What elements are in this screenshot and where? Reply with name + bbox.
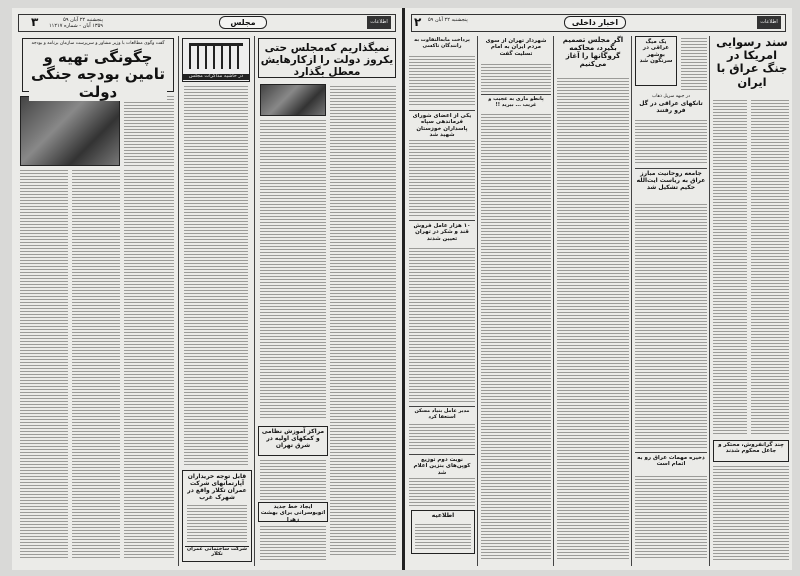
column-rule: [178, 36, 179, 566]
article-body: [124, 96, 174, 166]
taxi-headline: پرداخت مابه‌التفاوت به رانندگان تاکسی: [409, 38, 475, 50]
newspaper-logo: اطلاعات: [367, 16, 391, 29]
date: پنجشنبه ۲۲ آبان ۵۹: [428, 17, 468, 23]
announcement-box: [411, 510, 475, 554]
article-body: [187, 505, 247, 543]
section-title: اخبار داخلی: [564, 16, 626, 29]
budget-box: [22, 38, 174, 101]
notice-title: قابل توجه خریداران آپارتمانهای شرکت عمران تکلار واقع در شهرک غرب: [185, 474, 249, 502]
hostages-headline: اگر مجلس تصمیم بگیرد، محاکمه گروگانها را آغاز می‌کنیم: [557, 36, 629, 68]
announcement-title: اطلاعیه: [412, 513, 474, 520]
date: [49, 17, 103, 29]
ammo-headline: ذخیره مهمات عراق رو به اتمام است: [635, 452, 707, 468]
article-body: [481, 114, 551, 560]
martyr-headline: یکی از اعضای شورای فرماندهی سپاه پاسداران خوزستان شهید شد: [409, 110, 475, 138]
bus-line-headline: ایجاد خط جدید اتوبوسرانی برای بهشت زهرا: [258, 502, 328, 522]
article-body: [635, 120, 707, 164]
column-rule: [709, 36, 710, 566]
photo-caption: در حاشیه مذاکرات مجلس: [183, 74, 249, 80]
article-body: [713, 466, 789, 560]
date-text: پنجشنبه ۲۲ آبان ۵۹: [63, 17, 103, 23]
budget-photo: [20, 96, 120, 166]
condolence-headline: شهردار تهران از سوی مردم ایران به امام تسلیت گفت: [481, 38, 551, 57]
parliament-drawing: [182, 38, 250, 82]
majlis-photo: [260, 84, 326, 116]
notice-box: [182, 470, 252, 562]
mig-headline: یک میگ عراقی در بوشهر سرنگون شد: [635, 36, 677, 86]
column-rule: [553, 36, 554, 566]
article-body: [635, 204, 707, 448]
section-title: مجلس: [219, 16, 267, 29]
coupons-headline: نوبت دوم توزیع کوپن‌های بنزین اعلام شد: [409, 454, 475, 476]
page-number: ۲: [414, 15, 422, 29]
article-body: [557, 78, 629, 560]
article-body: [415, 524, 471, 551]
article-body: [184, 86, 248, 466]
issue-text: ۱۳۵۹ آبان - شماره ۱۱۲۱۷: [49, 23, 103, 29]
hoarders-headline: چند گرانفروش، محتکر و جاعل محکوم شدند: [713, 440, 789, 462]
article-body: [481, 64, 551, 92]
main-headline: سند رسوایی امریکا در جنگ عراق با ایران: [713, 36, 791, 89]
article-body: [635, 476, 707, 560]
military-training-headline: مراکز آموزش نظامی و کمکهای اولیه در شرق تهران: [258, 426, 328, 456]
article-body: [681, 38, 707, 92]
column-rule: [631, 36, 632, 566]
page-header: [18, 14, 396, 32]
notice-signature: شرکت ساختمانی عمران تکلار: [186, 545, 248, 558]
tanks-kicker: در جبهه سرپل ذهاب: [635, 94, 707, 99]
page-number: ۳: [31, 15, 39, 29]
newspaper-logo: اطلاعات: [757, 16, 781, 29]
article-body: [260, 120, 326, 420]
column-rule: [477, 36, 478, 566]
sugar-headline: ۱۰ هزار عامل فروش قند و شکر در تهران تعیین شدند: [409, 220, 475, 242]
majlis-headline: نمیگذاریم که‌مجلس حتی یکروز دولت را ازکارهایش معطل بگذارد: [258, 38, 396, 78]
pantomime-headline: پانطو ماری به عجیب و غریب ... بیرید !!: [481, 94, 551, 109]
article-body: [409, 56, 475, 106]
clergy-headline: جامعه روحانیت مبارز عراق به ریاست ایت‌الله حکیم تشکیل شد: [636, 170, 706, 191]
article-body: [751, 100, 789, 436]
budget-kicker: گفت وگوی مطالعات با وزیر مشاور و سرپرست سازمان برنامه و بودجه: [25, 41, 171, 46]
page-header: [411, 14, 786, 32]
article-body: [330, 86, 396, 556]
article-body: [409, 140, 475, 216]
right-page: [402, 8, 792, 570]
article-body: [409, 478, 475, 506]
article-body: [713, 100, 747, 436]
article-body: [260, 526, 326, 560]
article-body: [72, 170, 120, 560]
column-rule: [254, 36, 255, 566]
article-body: [409, 248, 475, 402]
tanks-headline: تانکهای عراقی در گل فرو رفتند: [635, 101, 707, 115]
parliament-illustration: [189, 43, 243, 69]
budget-headline: چگونگی تهیه و تامین بودجه جنگی دولت: [30, 48, 166, 101]
left-page: [12, 8, 402, 570]
article-body: [20, 170, 68, 560]
article-body: [124, 170, 174, 560]
housing-headline: مدیر عامل بنیاد مسکن استعفا کرد: [409, 406, 475, 421]
article-body: [409, 424, 475, 450]
article-body: [260, 460, 326, 500]
